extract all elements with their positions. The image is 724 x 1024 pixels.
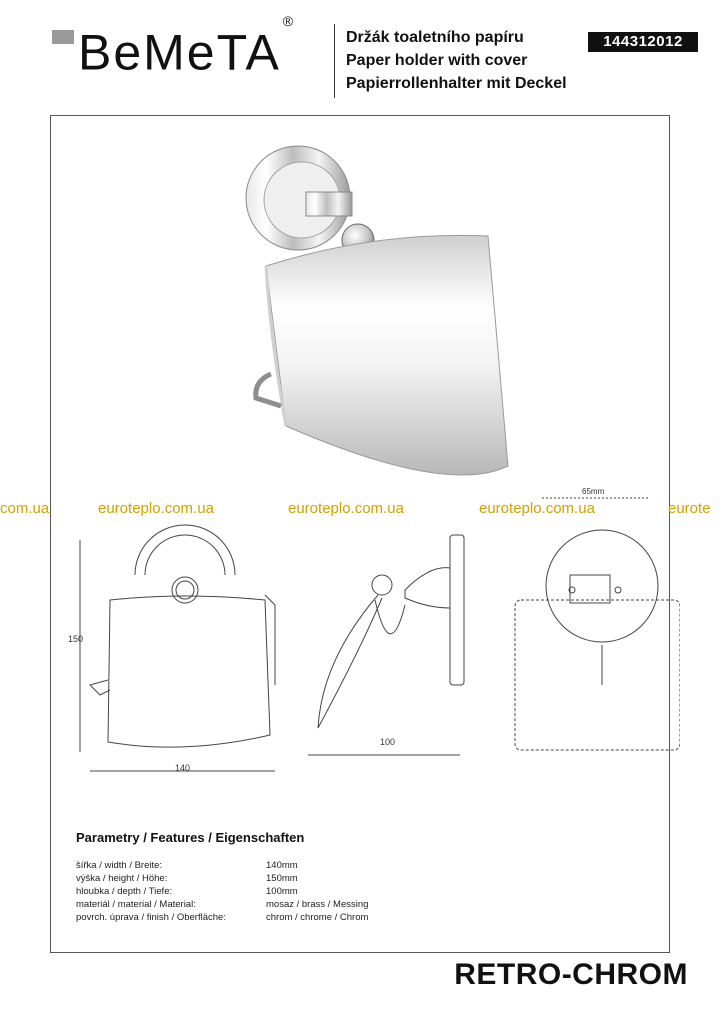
watermark-3: euroteplo.com.ua <box>288 500 404 517</box>
feature-row <box>76 898 636 911</box>
product-code-badge: 144312012 <box>588 32 698 52</box>
feature-value: mosaz / brass / Messing <box>266 899 369 910</box>
front-view-drawing <box>80 525 275 771</box>
logo-text: BeMeTA <box>78 24 281 81</box>
product-titles <box>346 26 567 95</box>
watermark-2: euroteplo.com.ua <box>98 500 214 517</box>
feature-row <box>76 885 636 898</box>
watermark-1: com.ua <box>0 500 50 517</box>
feature-label: povrch. úprava / finish / Oberfläche: <box>76 912 226 923</box>
product-photo <box>226 136 526 506</box>
feature-value: 140mm <box>266 860 298 871</box>
depth-dim-label: 100 <box>380 737 396 747</box>
feature-row <box>76 859 636 872</box>
width-dim-label: 140 <box>175 763 191 773</box>
logo-mark <box>52 30 74 44</box>
feature-value: 150mm <box>266 873 298 884</box>
header-divider <box>334 24 335 98</box>
feature-value: 100mm <box>266 886 298 897</box>
features-heading: Parametry / Features / Eigenschaften <box>76 830 305 845</box>
brand-logo <box>78 13 296 81</box>
registered-mark: ® <box>282 13 296 29</box>
feature-label: šířka / width / Breite: <box>76 860 163 871</box>
product-line-title: RETRO-CHROM <box>454 958 688 991</box>
technical-drawings <box>60 480 680 780</box>
height-dim-label: 150 <box>68 634 84 644</box>
mount-dim-label: 65mm <box>582 487 605 496</box>
feature-label: hloubka / depth / Tiefe: <box>76 886 173 897</box>
watermark-4: euroteplo.com.ua <box>479 500 595 517</box>
title-en: Paper holder with cover <box>346 52 528 69</box>
side-view-drawing <box>308 535 464 755</box>
feature-label: výška / height / Höhe: <box>76 873 168 884</box>
feature-row <box>76 872 636 885</box>
title-de: Papierrollenhalter mit Deckel <box>346 75 567 92</box>
title-cs: Držák toaletního papíru <box>346 29 524 46</box>
mount-view-drawing <box>515 498 680 750</box>
watermark-5: eurote <box>668 500 711 517</box>
features-section <box>76 830 636 924</box>
feature-label: materiál / material / Material: <box>76 899 196 910</box>
feature-row <box>76 911 636 924</box>
feature-value: chrom / chrome / Chrom <box>266 912 369 923</box>
